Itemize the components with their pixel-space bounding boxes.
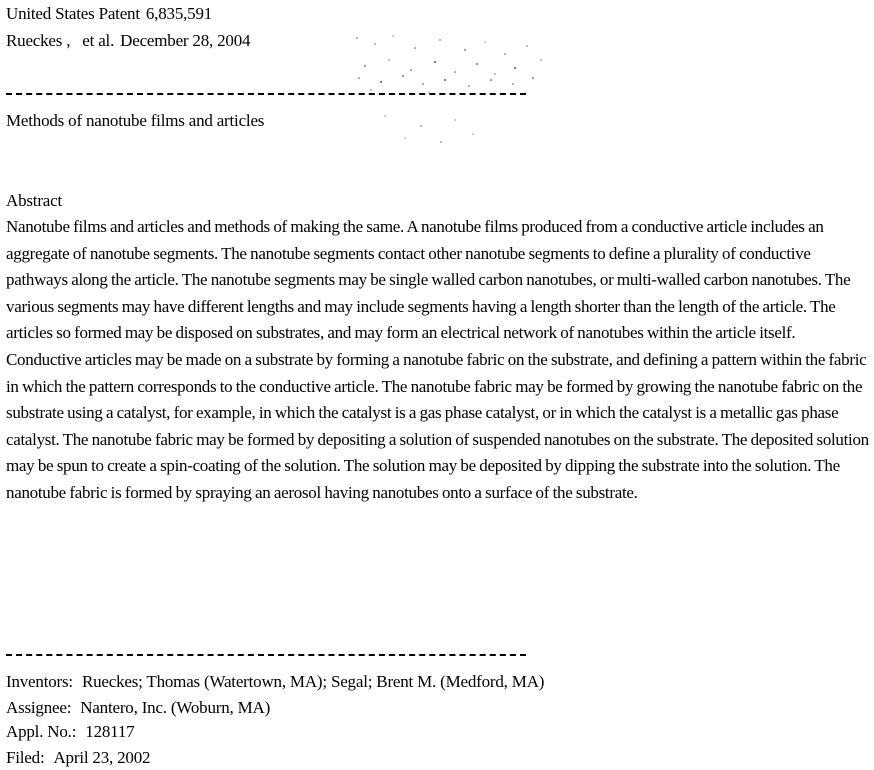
inventors-line xyxy=(6,672,544,692)
patent-title: Methods of nanotube films and articles xyxy=(6,111,265,130)
filed-label: Filed: xyxy=(6,748,45,767)
inventor-date-line xyxy=(6,31,250,51)
inventor-short: Rueckes , xyxy=(6,31,71,50)
patent-date: December 28, 2004 xyxy=(120,31,251,50)
inventors-label: Inventors: xyxy=(6,672,73,691)
scan-noise xyxy=(345,30,555,150)
metadata-divider xyxy=(6,654,526,656)
appl-number-line xyxy=(6,722,134,742)
header-divider xyxy=(6,93,526,95)
filed-line xyxy=(6,748,150,768)
assignee-label: Assignee: xyxy=(6,698,72,717)
patent-label: United States Patent xyxy=(6,4,140,23)
appl-value: 128117 xyxy=(85,722,135,741)
inventors-value: Rueckes; Thomas (Watertown, MA); Segal; Brent M. (Medford, MA) xyxy=(81,672,545,691)
assignee-line xyxy=(6,698,270,718)
abstract-heading: Abstract xyxy=(6,191,62,210)
appl-label: Appl. No.: xyxy=(6,722,77,741)
abstract-text: Nanotube films and articles and methods of making the same. A nanotube films produced from a conductive article includes an aggregate of nanotube segments. The nanotube segments contact other nanotube segments to define a plurality of conductive pathways along the article. The nanotube segments may be single walled carbon nanotubes, or multi-walled carbon nanotubes. The various segments may have different lengths and may include segments having a length shorter than the length of the article. The articles so formed may be disposed on substrates, and may form an electrical network of nanotubes within the article itself. Conductive articles may be made on a substrate by forming a nanotube fabric on the substrate, and defining a pattern within the fabric in which the pattern corresponds to the conductive article. The nanotube fabric may be formed by growing the nanotube fabric on the substrate using a catalyst, for example, in which the catalyst is a gas phase catalyst, or in which the catalyst is a metallic gas phase catalyst. The nanotube fabric may be formed by depositing a solution of suspended nanotubes on the substrate. The deposited solution may be spun to create a spin-coating of the solution. The solution may be deposited by dipping the substrate into the solution. The nanotube fabric is formed by spraying an aerosol having nanotubes onto a surface of the substrate. xyxy=(6,217,869,502)
filed-value: April 23, 2002 xyxy=(53,748,151,767)
assignee-value: Nantero, Inc. (Woburn, MA) xyxy=(80,698,271,717)
patent-number: 6,835,591 xyxy=(145,4,213,23)
patent-header-line xyxy=(6,4,212,24)
et-al: et al. xyxy=(82,31,115,50)
